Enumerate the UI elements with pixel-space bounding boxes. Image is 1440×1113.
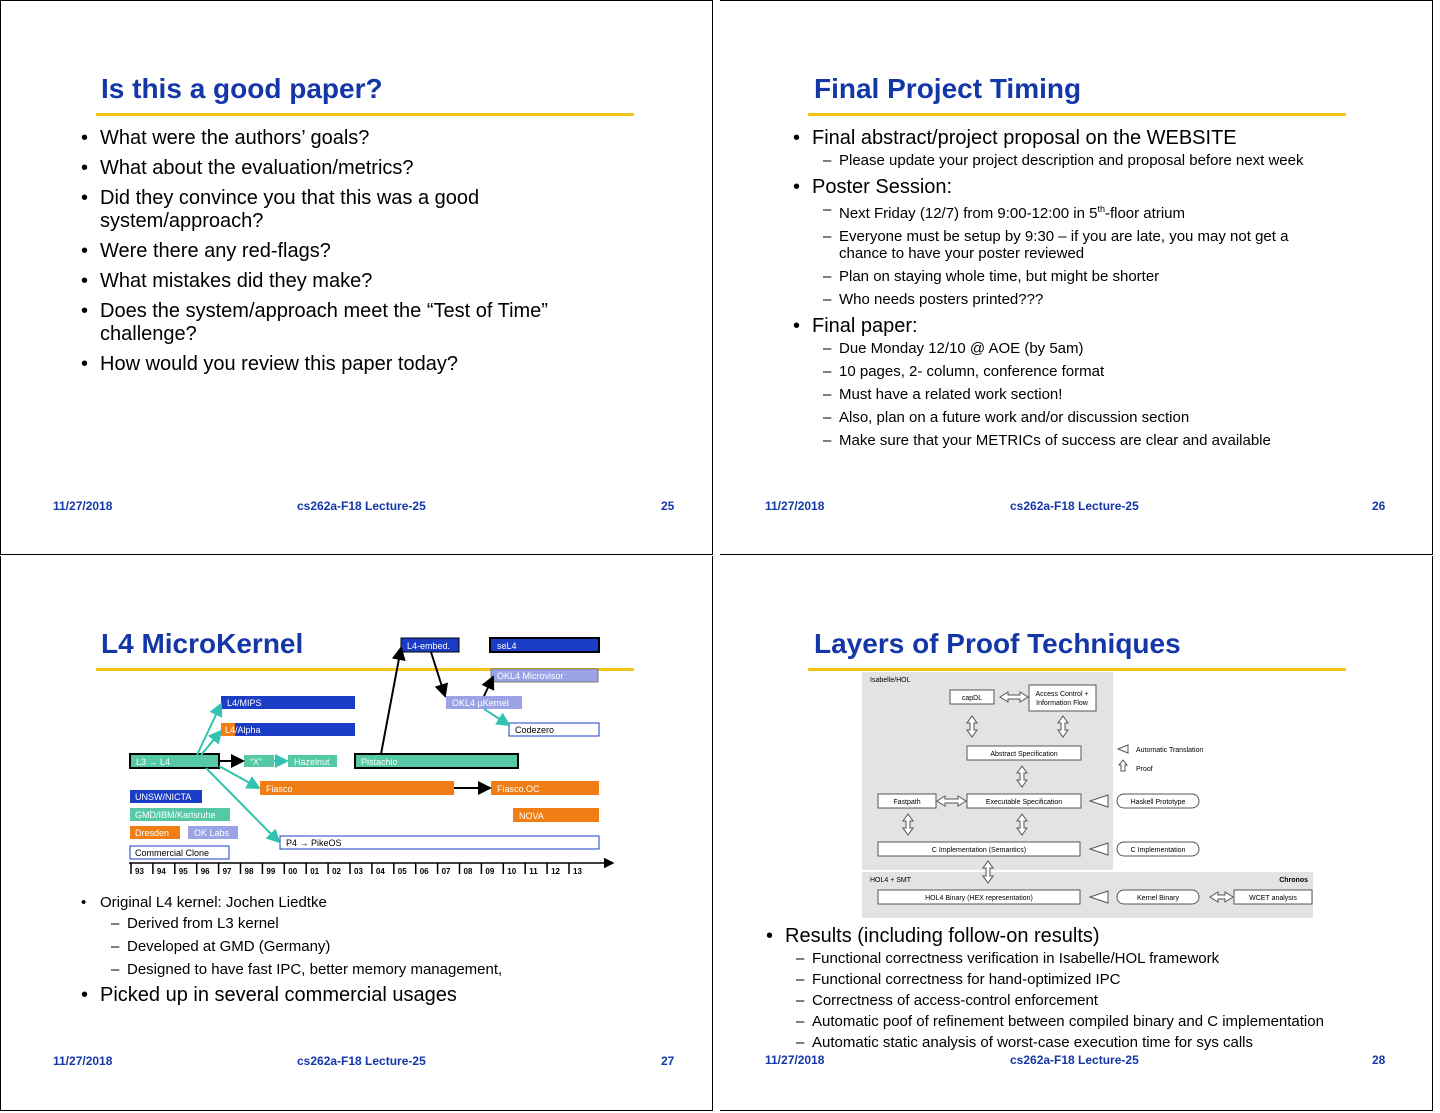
box-ok-labs — [188, 826, 238, 839]
bullet-list — [766, 925, 1416, 1058]
sub-bullet: – Automatic static analysis of worst-case execution time for sys calls — [785, 1034, 1416, 1051]
footer-course: cs262a-F18 Lecture-25 — [297, 1054, 426, 1068]
box-label: WCET analysis — [1249, 895, 1297, 902]
box-label: C Implementation — [1130, 847, 1186, 854]
box-label: NOVA — [519, 811, 544, 821]
year-label: 00 — [288, 867, 298, 876]
box-label: C Implementation (Semantics) — [931, 847, 1027, 854]
title-underline — [96, 113, 634, 116]
sub-bullet: – 10 pages, 2- column, conference format — [812, 363, 1373, 380]
box-label: Haskell Prototype — [1130, 799, 1186, 806]
bullet-text: Final abstract/project proposal on the WEBSITE — [812, 127, 1237, 149]
bullet-list — [81, 894, 621, 1014]
box-label: L4-embed. — [407, 641, 451, 651]
box-l4-mips — [221, 696, 355, 709]
slide-28 — [720, 556, 1433, 1111]
year-label: 94 — [156, 867, 166, 876]
box-l4-alpha — [221, 723, 355, 736]
legend-label: Proof — [1136, 766, 1153, 773]
sub-bullet: – Please update your project description and proposal before next week — [812, 152, 1373, 169]
bullet — [81, 894, 621, 978]
box-label: Commercial Clone — [135, 848, 210, 858]
bullet: • What mistakes did they make? — [81, 270, 621, 293]
bullet-text: Poster Session: — [812, 176, 953, 198]
box-label: UNSW/NICTA — [135, 792, 192, 802]
box-label: capDL — [961, 695, 983, 702]
year-label: 96 — [200, 867, 210, 876]
sub-bullet: – Derived from L3 kernel — [100, 915, 621, 932]
title-underline — [808, 113, 1346, 116]
slide-26 — [720, 0, 1433, 555]
sub-bullet: – Make sure that your METRICs of success are clear and available — [812, 432, 1373, 449]
sub-list — [812, 152, 1373, 169]
box-c-impl-semantics — [878, 842, 1080, 856]
sub-bullet: – Plan on staying whole time, but might be shorter — [812, 268, 1373, 285]
sub-bullet: – Automatic poof of refinement between compiled binary and C implementation — [785, 1013, 1416, 1030]
box-pikeos — [280, 836, 599, 849]
sub-bullet: – Everyone must be setup by 9:30 – if you are late, you may not get a chance to have your poster reviewed — [812, 228, 1332, 262]
legend — [1118, 745, 1203, 773]
bullet — [793, 315, 1373, 449]
box-abstract-spec — [967, 746, 1081, 760]
box-label: OKL4 µKernel — [452, 698, 509, 708]
year-label: 11 — [529, 867, 538, 876]
sub-bullet: – Designed to have fast IPC, better memory management, — [100, 961, 621, 978]
sub-bullet-text: Next Friday (12/7) from 9:00-12:00 in 5 — [839, 205, 1098, 222]
box-label: Pistachio — [361, 757, 398, 767]
footer-date: 11/27/2018 — [765, 499, 825, 513]
box-sel4 — [490, 638, 599, 652]
year-label: 01 — [310, 867, 320, 876]
box-label: L4/Alpha — [225, 725, 261, 735]
bullet-text: Results (including follow-on results) — [785, 925, 1100, 947]
sub-bullet: – Functional correctness verification in Isabelle/HOL framework — [785, 950, 1416, 967]
sub-bullet: – Who needs posters printed??? — [812, 291, 1373, 308]
year-label: 95 — [178, 867, 188, 876]
box-label: Codezero — [515, 725, 555, 735]
box-fiasco-oc — [491, 781, 599, 795]
box-pistachio — [355, 754, 518, 768]
footer-date: 11/27/2018 — [53, 1054, 113, 1068]
slide-title: Layers of Proof Techniques — [814, 628, 1181, 659]
year-label: 93 — [135, 867, 144, 876]
slide-25 — [0, 0, 713, 555]
bullet — [766, 925, 1416, 1051]
bullet: • What about the evaluation/metrics? — [81, 157, 621, 180]
box-okl4-ukernel — [446, 696, 522, 709]
year-label: 02 — [332, 867, 342, 876]
box-label: Access Control + — [1035, 691, 1089, 698]
year-label: 97 — [222, 867, 232, 876]
footer-course: cs262a-F18 Lecture-25 — [1010, 499, 1139, 513]
box-label: L4/MIPS — [227, 698, 262, 708]
footer-course: cs262a-F18 Lecture-25 — [1010, 1053, 1139, 1067]
slide-number: 25 — [661, 499, 675, 513]
box-fastpath — [878, 794, 936, 808]
sub-bullet-text: -floor atrium — [1104, 205, 1185, 222]
bullet — [793, 176, 1373, 308]
bullet: • How would you review this paper today? — [81, 353, 621, 376]
year-label: 07 — [441, 867, 451, 876]
box-label: Executable Specification — [985, 799, 1063, 806]
box-capdl — [950, 690, 994, 704]
bullet-text: Original L4 kernel: Jochen Liedtke — [100, 894, 327, 911]
box-label: “X” — [250, 757, 262, 767]
box-access-control — [1029, 685, 1096, 711]
box-label: Fiasco.OC — [497, 784, 540, 794]
box-kernel-binary — [1117, 890, 1199, 904]
year-label: 04 — [375, 867, 385, 876]
year-label: 10 — [507, 867, 517, 876]
footer-date: 11/27/2018 — [765, 1053, 825, 1067]
box-x — [244, 755, 274, 767]
label-chronos: Chronos — [1279, 877, 1308, 884]
box-label: OK Labs — [194, 828, 230, 838]
box-l4-embed — [401, 638, 459, 652]
slide-number: 26 — [1372, 499, 1386, 513]
box-label: Abstract Specification — [990, 751, 1058, 758]
box-label: seL4 — [497, 641, 517, 651]
box-c-impl — [1117, 842, 1199, 856]
box-haskell — [1117, 794, 1199, 808]
bullet: • Picked up in several commercial usages — [81, 984, 621, 1007]
sub-bullet: – Functional correctness for hand-optimized IPC — [785, 971, 1416, 988]
sub-list — [812, 340, 1373, 449]
slide-27 — [0, 556, 713, 1111]
sub-list — [812, 201, 1373, 308]
sub-bullet — [812, 201, 1373, 222]
box-wcet — [1234, 890, 1312, 904]
bullet-text: Final paper: — [812, 315, 918, 337]
box-label: Fastpath — [893, 799, 921, 806]
year-label: 99 — [266, 867, 276, 876]
sub-list — [785, 950, 1416, 1051]
footer-course: cs262a-F18 Lecture-25 — [297, 499, 426, 513]
sub-bullet: – Due Monday 12/10 @ AOE (by 5am) — [812, 340, 1373, 357]
box-label: HOL4 Binary (HEX representation) — [925, 895, 1033, 902]
superscript: th — [1097, 204, 1105, 214]
box-label: Information Flow — [1036, 700, 1088, 707]
year-label: 05 — [397, 867, 407, 876]
footer-date: 11/27/2018 — [53, 499, 113, 513]
bullet: • Did they convince you that this was a good system/approach? — [81, 187, 521, 233]
box-gmd — [130, 808, 230, 821]
year-label: 09 — [485, 867, 495, 876]
bullet — [793, 127, 1373, 169]
box-label: Dresden — [135, 828, 170, 838]
bullet: • Does the system/approach meet the “Test of Time” challenge? — [81, 300, 591, 346]
slide-number: 28 — [1372, 1053, 1386, 1067]
sub-bullet: – Must have a related work section! — [812, 386, 1373, 403]
box-label: L3 → L4 — [136, 757, 171, 767]
box-codezero — [509, 723, 599, 736]
l4-family-diagram — [1, 556, 713, 886]
box-hazelnut — [288, 755, 337, 767]
box-label: GMD/IBM/Karlsruhe — [135, 810, 216, 820]
year-axis — [129, 863, 613, 876]
year-label: 06 — [419, 867, 429, 876]
box-commercial-clone — [130, 846, 229, 859]
box-label: Fiasco — [266, 784, 293, 794]
box-nova — [513, 808, 599, 822]
slide-title: L4 MicroKernel — [101, 628, 304, 659]
sub-bullet: – Correctness of access-control enforcement — [785, 992, 1416, 1009]
box-executable-spec — [967, 794, 1081, 808]
bullet-list — [81, 127, 621, 383]
legend-label: Automatic Translation — [1136, 747, 1204, 754]
bullet: • What were the authors’ goals? — [81, 127, 621, 150]
box-l3-l4 — [130, 754, 219, 768]
slide-number: 27 — [661, 1054, 675, 1068]
label-isabelle: Isabelle/HOL — [870, 677, 911, 684]
slide-title: Is this a good paper? — [101, 73, 383, 104]
year-label: 98 — [244, 867, 254, 876]
slide-title: Final Project Timing — [814, 73, 1082, 104]
bullet-list — [793, 127, 1373, 456]
year-label: 08 — [463, 867, 473, 876]
year-label: 03 — [354, 867, 363, 876]
label-hol4-smt: HOL4 + SMT — [870, 877, 912, 884]
box-dresden — [130, 826, 180, 839]
bullet: • Were there any red-flags? — [81, 240, 621, 263]
box-unsw-nicta — [130, 790, 202, 803]
box-label: Hazelnut — [294, 757, 330, 767]
box-label: Kernel Binary — [1136, 895, 1180, 902]
box-label: P4 → PikeOS — [286, 838, 342, 848]
sub-bullet: – Also, plan on a future work and/or discussion section — [812, 409, 1373, 426]
box-label: OKL4 Microvisor — [497, 671, 564, 681]
box-fiasco — [260, 781, 454, 795]
lineage-arrows — [197, 648, 509, 842]
box-okl4-microvisor — [491, 669, 598, 682]
proof-layers-diagram — [720, 556, 1433, 926]
year-label: 13 — [573, 867, 582, 876]
year-label: 12 — [551, 867, 561, 876]
sub-bullet: – Developed at GMD (Germany) — [100, 938, 621, 955]
box-hol4-binary — [878, 890, 1080, 904]
sub-list — [100, 915, 621, 978]
